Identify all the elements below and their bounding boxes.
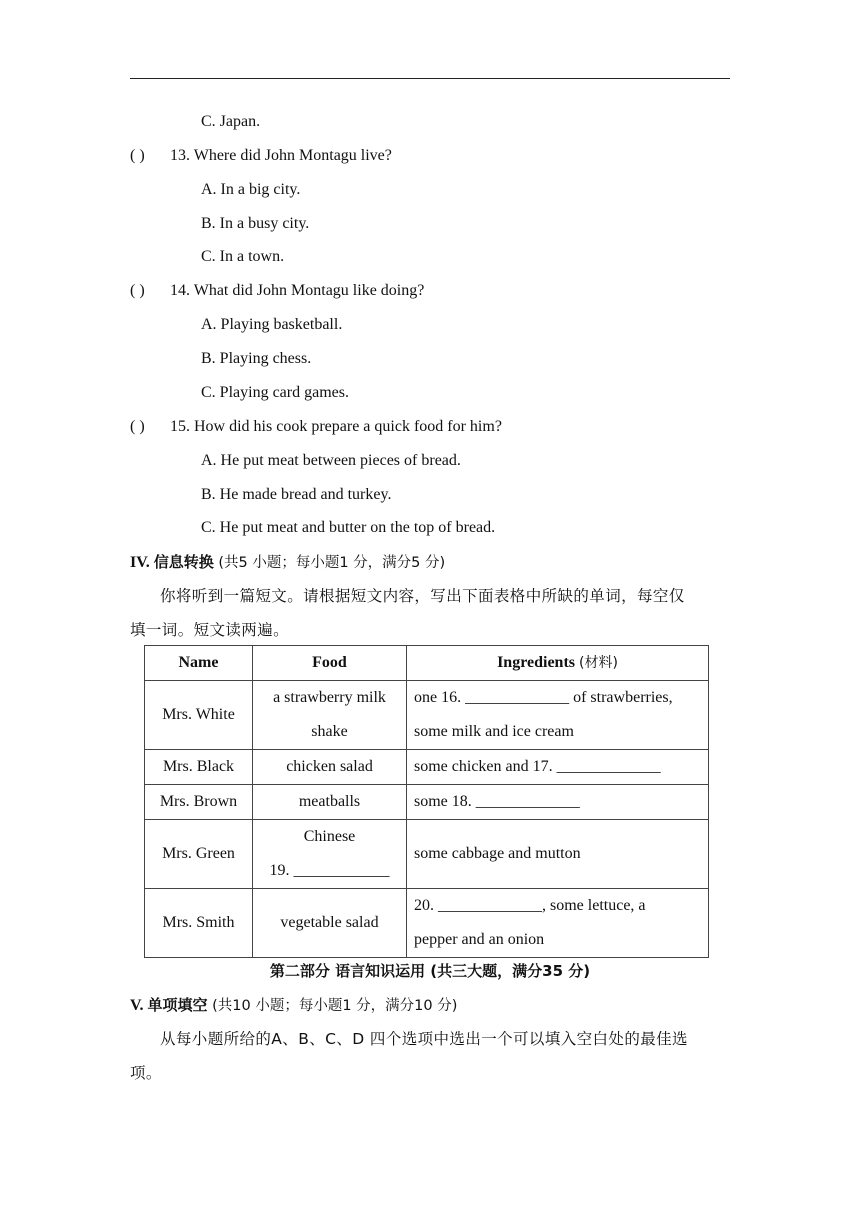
cell-food bbox=[253, 820, 407, 889]
cell-food-line: shake bbox=[311, 723, 348, 740]
section-5-instruction-2: 项。 bbox=[130, 1064, 162, 1082]
header-ingredients-cn: (材料) bbox=[579, 655, 618, 671]
header-rule bbox=[130, 78, 730, 79]
section-5-instruction-1: 从每小题所给的A、B、C、D 四个选项中选出一个可以填入空白处的最佳选 bbox=[160, 1030, 688, 1048]
q14-option-a: A. Playing basketball. bbox=[201, 316, 343, 333]
cell-ingredients bbox=[407, 681, 709, 750]
cell-ingredients: some 18. _____________ bbox=[407, 785, 709, 820]
table-row bbox=[145, 889, 709, 958]
table-row bbox=[145, 820, 709, 889]
section-number: V. bbox=[130, 997, 148, 1014]
cell-name: Mrs. Smith bbox=[145, 889, 253, 958]
q15-option-c: C. He put meat and butter on the top of bread. bbox=[201, 519, 496, 536]
cell-food bbox=[253, 681, 407, 750]
cell-name: Mrs. Black bbox=[145, 750, 253, 785]
table-header-row bbox=[145, 646, 709, 681]
part-2-heading: 第二部分 语言知识运用 (共三大题，满分35 分) bbox=[269, 962, 591, 980]
cell-ingredients-line: 20. _____________, some lettuce, a bbox=[414, 897, 646, 914]
question-14 bbox=[130, 281, 424, 301]
section-score: (共10 小题；每小题1 分，满分10 分) bbox=[207, 998, 458, 1014]
table-row bbox=[145, 750, 709, 785]
answer-blank[interactable]: ( ) bbox=[130, 418, 145, 435]
q14-option-c: C. Playing card games. bbox=[201, 384, 349, 401]
info-table bbox=[144, 645, 709, 958]
header-ingredients bbox=[407, 646, 709, 681]
question-13 bbox=[130, 146, 392, 166]
section-score: (共5 小题；每小题1 分，满分5 分) bbox=[213, 555, 446, 571]
cell-ingredients-line: one 16. _____________ of strawberries, bbox=[414, 689, 673, 706]
cell-food-line: Chinese bbox=[303, 828, 356, 845]
table-row bbox=[145, 785, 709, 820]
section-5-heading bbox=[130, 995, 457, 1016]
q15-option-a: A. He put meat between pieces of bread. bbox=[201, 452, 461, 469]
cell-ingredients: some cabbage and mutton bbox=[407, 820, 709, 889]
cell-name: Mrs. Brown bbox=[145, 785, 253, 820]
cell-food: chicken salad bbox=[253, 750, 407, 785]
q13-option-a: A. In a big city. bbox=[201, 181, 301, 198]
cell-name: Mrs. Green bbox=[145, 820, 253, 889]
question-15 bbox=[130, 417, 502, 437]
question-text: 13. Where did John Montagu live? bbox=[170, 147, 392, 164]
cell-name: Mrs. White bbox=[145, 681, 253, 750]
cell-ingredients: some chicken and 17. _____________ bbox=[407, 750, 709, 785]
header-name: Name bbox=[145, 646, 253, 681]
q13-option-b: B. In a busy city. bbox=[201, 215, 310, 232]
q13-option-c: C. In a town. bbox=[201, 248, 285, 265]
cell-ingredients bbox=[407, 889, 709, 958]
section-4-instruction-2: 填一词。短文读两遍。 bbox=[130, 621, 290, 639]
section-4-heading bbox=[130, 552, 445, 573]
cell-food: vegetable salad bbox=[253, 889, 407, 958]
section-number: IV. bbox=[130, 554, 154, 571]
section-4-instruction-1: 你将听到一篇短文。请根据短文内容，写出下面表格中所缺的单词，每空仅 bbox=[160, 587, 685, 605]
question-text: 14. What did John Montagu like doing? bbox=[170, 282, 425, 299]
cell-food-line: 19. ____________ bbox=[269, 862, 390, 879]
q14-option-b: B. Playing chess. bbox=[201, 350, 312, 367]
header-ingredients-label: Ingredients bbox=[497, 654, 575, 671]
table-row bbox=[145, 681, 709, 750]
section-title: 信息转换 bbox=[153, 553, 214, 571]
question-text: 15. How did his cook prepare a quick food for him? bbox=[170, 418, 502, 435]
q12-option-c: C. Japan. bbox=[201, 113, 261, 130]
section-title: 单项填空 bbox=[147, 996, 208, 1014]
header-food: Food bbox=[253, 646, 407, 681]
q15-option-b: B. He made bread and turkey. bbox=[201, 486, 392, 503]
cell-food: meatballs bbox=[253, 785, 407, 820]
cell-ingredients-line: pepper and an onion bbox=[414, 931, 545, 948]
answer-blank[interactable]: ( ) bbox=[130, 147, 145, 164]
answer-blank[interactable]: ( ) bbox=[130, 282, 145, 299]
cell-ingredients-line: some milk and ice cream bbox=[414, 723, 574, 740]
cell-food-line: a strawberry milk bbox=[273, 689, 386, 706]
